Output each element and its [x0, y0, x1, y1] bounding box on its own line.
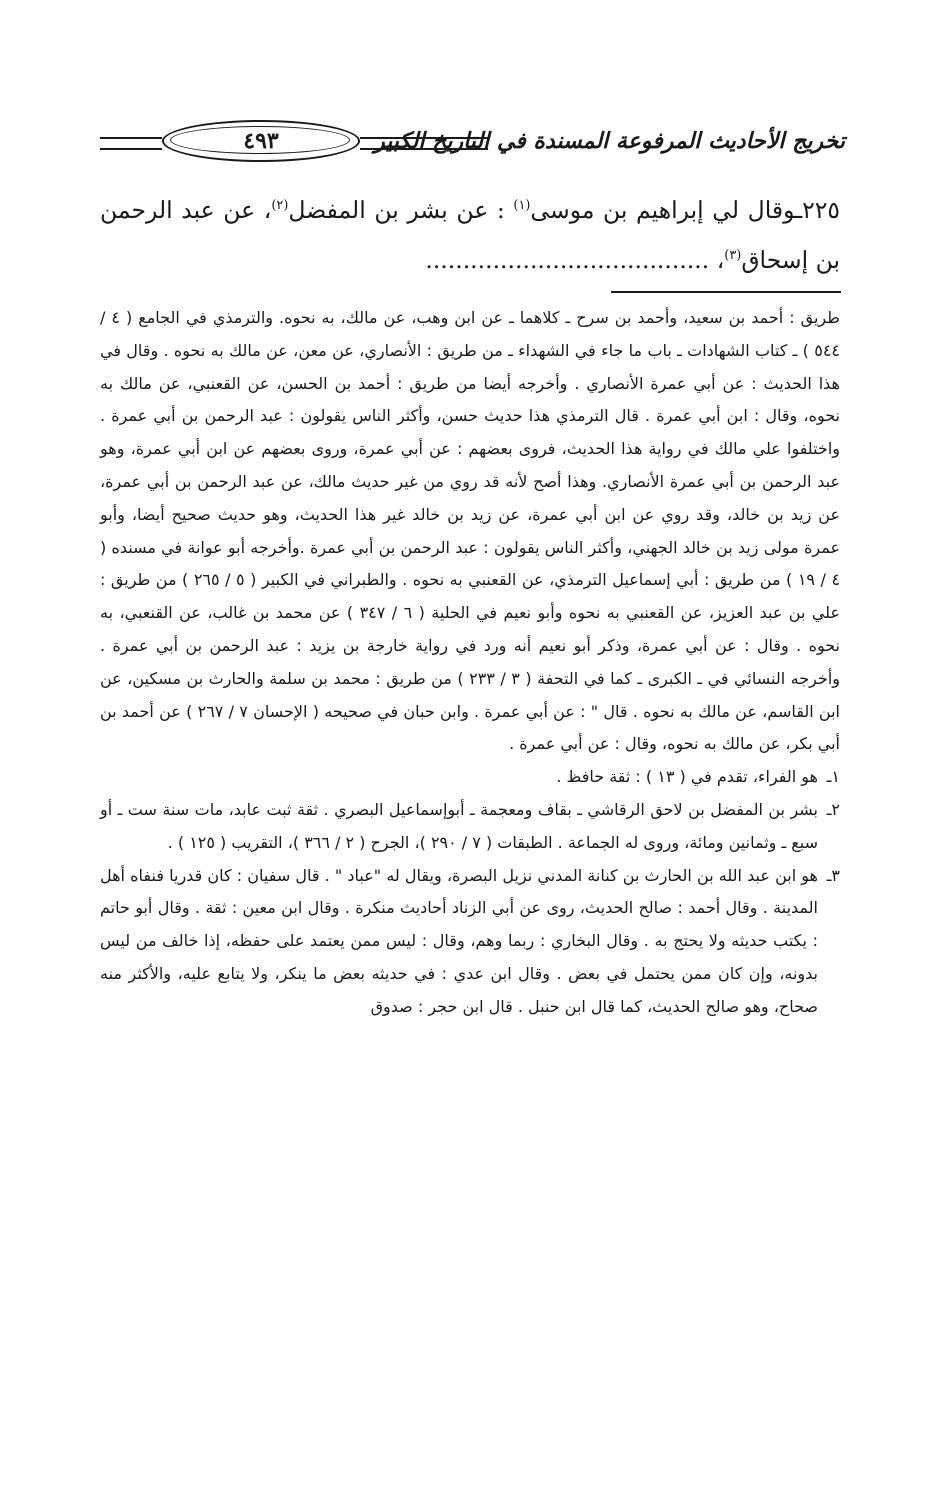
- hadith-chain-text: : عن بشر بن المفضل: [288, 196, 514, 224]
- hadith-chain-text: وقال لي إبراهيم بن موسى: [530, 196, 796, 224]
- footnote-number: ١ـ: [826, 767, 840, 787]
- footnote-separator: [611, 291, 841, 293]
- page-number-cartouche: [162, 120, 360, 162]
- footnote-ref: (٣): [724, 248, 742, 264]
- footnote-continuation: طريق : أحمد بن سعيد، وأحمد بن سرح ـ كلاهما ـ عن ابن وهب، عن مالك، به نحوه. والترمذي في الجامع ( ٤ / ٥٤٤ ) ـ كتاب الشهادات ـ باب ما جاء في الشهداء ـ من طريق : الأنصاري، عن معن، عن مالك به نحوه . وقال في هذا الحديث : عن أبي عمرة الأنصاري . وأخرجه أيضا من طريق : أحمد بن الحسن، عن القعنبي، عن مالك به نحوه، وقال : ابن أبي عمرة . قال الترمذي هذا حديث حسن، وأكثر الناس يقولون : عبد الرحمن بن أبي عمرة . واختلفوا علي مالك في رواية هذا الحديث، فروى بعضهم : عن أبي عمرة، وروى بعضهم عن ابن أبي عمرة، وهو عبد الرحمن بن أبي عمرة الأنصاري. وهذا أصح لأنه قد روي من غير حديث مالك، عن عبد الرحمن بن أبي عمرة، عن زيد بن خالد، وقد روي عن ابن أبي عمرة، عن زيد بن خالد غير هذا الحديث، وهو حديث صحيح أيضا، وأبو عمرة مولى زيد بن خالد الجهني، وأكثر الناس يقولون : عبد الرحمن بن أبي عمرة .وأخرجه أبو عوانة في مسنده ( ٤ / ١٩ ) من طريق : أبي إسماعيل الترمذي، عن القعنبي به نحوه . والطبراني في الكبير ( ٥ / ٢٦٥ ) من طريق : علي بن عبد العزيز، عن القعنبي به نحوه وأبو نعيم في الحلية ( ٦ / ٣٤٧ ) عن محمد بن غالب، عن القنعبي، به نحوه . وقال : عن أبي عمرة، وذكر أبو نعيم أنه ورد في رواية خارجة بن يزيد : عبد الرحمن بن أبي عمرة . وأخرجه النسائي في ـ الكبرى ـ كما في التحفة ( ٣ / ٢٣٣ ) من طريق : محمد بن سلمة والحارث بن مسكين، عن ابن القاسم، عن مالك به نحوه . قال " : عن أبي عمرة . وابن حبان في صحيحه ( الإحسان ٧ / ٢٦٧ ) عن أحمد بن أبي بكر، عن مالك به نحوه، وقال : عن أبي عمرة .: [100, 308, 841, 754]
- footnote-number: ٢ـ: [826, 799, 840, 819]
- footnote-item: [100, 860, 840, 1024]
- footnote-ref: (٢): [271, 198, 289, 214]
- footnote-text: بشر بن المفضل بن لاحق الرقاشي ـ بقاف ومعجمة ـ أبوإسماعيل البصري . ثقة ثبت عابد، مات سنة ست ـ أو سبع ـ وثمانين ومائة، وروى له الجماعة . الطبقات ( ٧ / ٢٩٠ )، الجرح ( ٢ / ٣٦٦ )، التقريب ( ١٢٥ ) .: [100, 799, 818, 852]
- header-rule: [360, 137, 488, 150]
- footnote-ref: (١): [513, 198, 531, 214]
- hadith-text: [100, 185, 840, 285]
- header-rule: [100, 137, 162, 150]
- hadith-number: ٢٢٥ـ: [795, 196, 841, 224]
- running-header: [100, 112, 845, 172]
- elision-dots: ......................................: [425, 246, 710, 274]
- footnote-item: [100, 794, 840, 860]
- page-number: ٤٩٣: [243, 128, 279, 154]
- footnote-item: [100, 761, 840, 794]
- footnote-number: ٣ـ: [826, 865, 840, 885]
- hadith-chain-text: ، عن عبد الرحمن بن إسحاق: [100, 196, 840, 274]
- footnotes: [100, 302, 840, 1024]
- footnote-text: هو ابن عبد الله بن الحارث بن كنانة المدني نزيل البصرة، ويقال له "عباد " . قال سفيان : كان قدريا فنفاه أهل المدينة . وقال أحمد : صالح الحديث، روى عن أبي الزناد أحاديث منكرة . وقال ابن معين : ثقة . وقال أبو حاتم : يكتب حديثه ولا يحتج به . وقال البخاري : ربما وهم، وقال : ليس ممن يعتمد على حفظه، إذا خالف من ليس بدونه، وإن كان ممن يحتمل في بعض . وقال ابن عدي : في حديثه بعض ما ينكر، ولا يتابع عليه، والأكثر منه صحاح، وهو صالح الحديث، كما قال ابن حنبل . قال ابن حجر : صدوق: [100, 865, 818, 1016]
- footnote-text: هو الفراء، تقدم في ( ١٣ ) : ثقة حافظ .: [556, 767, 818, 787]
- header-title: تخريج الأحاديث المرفوعة المسندة في التاريخ الكبير: [374, 128, 845, 154]
- hadith-chain-text: ،: [709, 246, 725, 274]
- hadith-paragraph: [100, 185, 840, 285]
